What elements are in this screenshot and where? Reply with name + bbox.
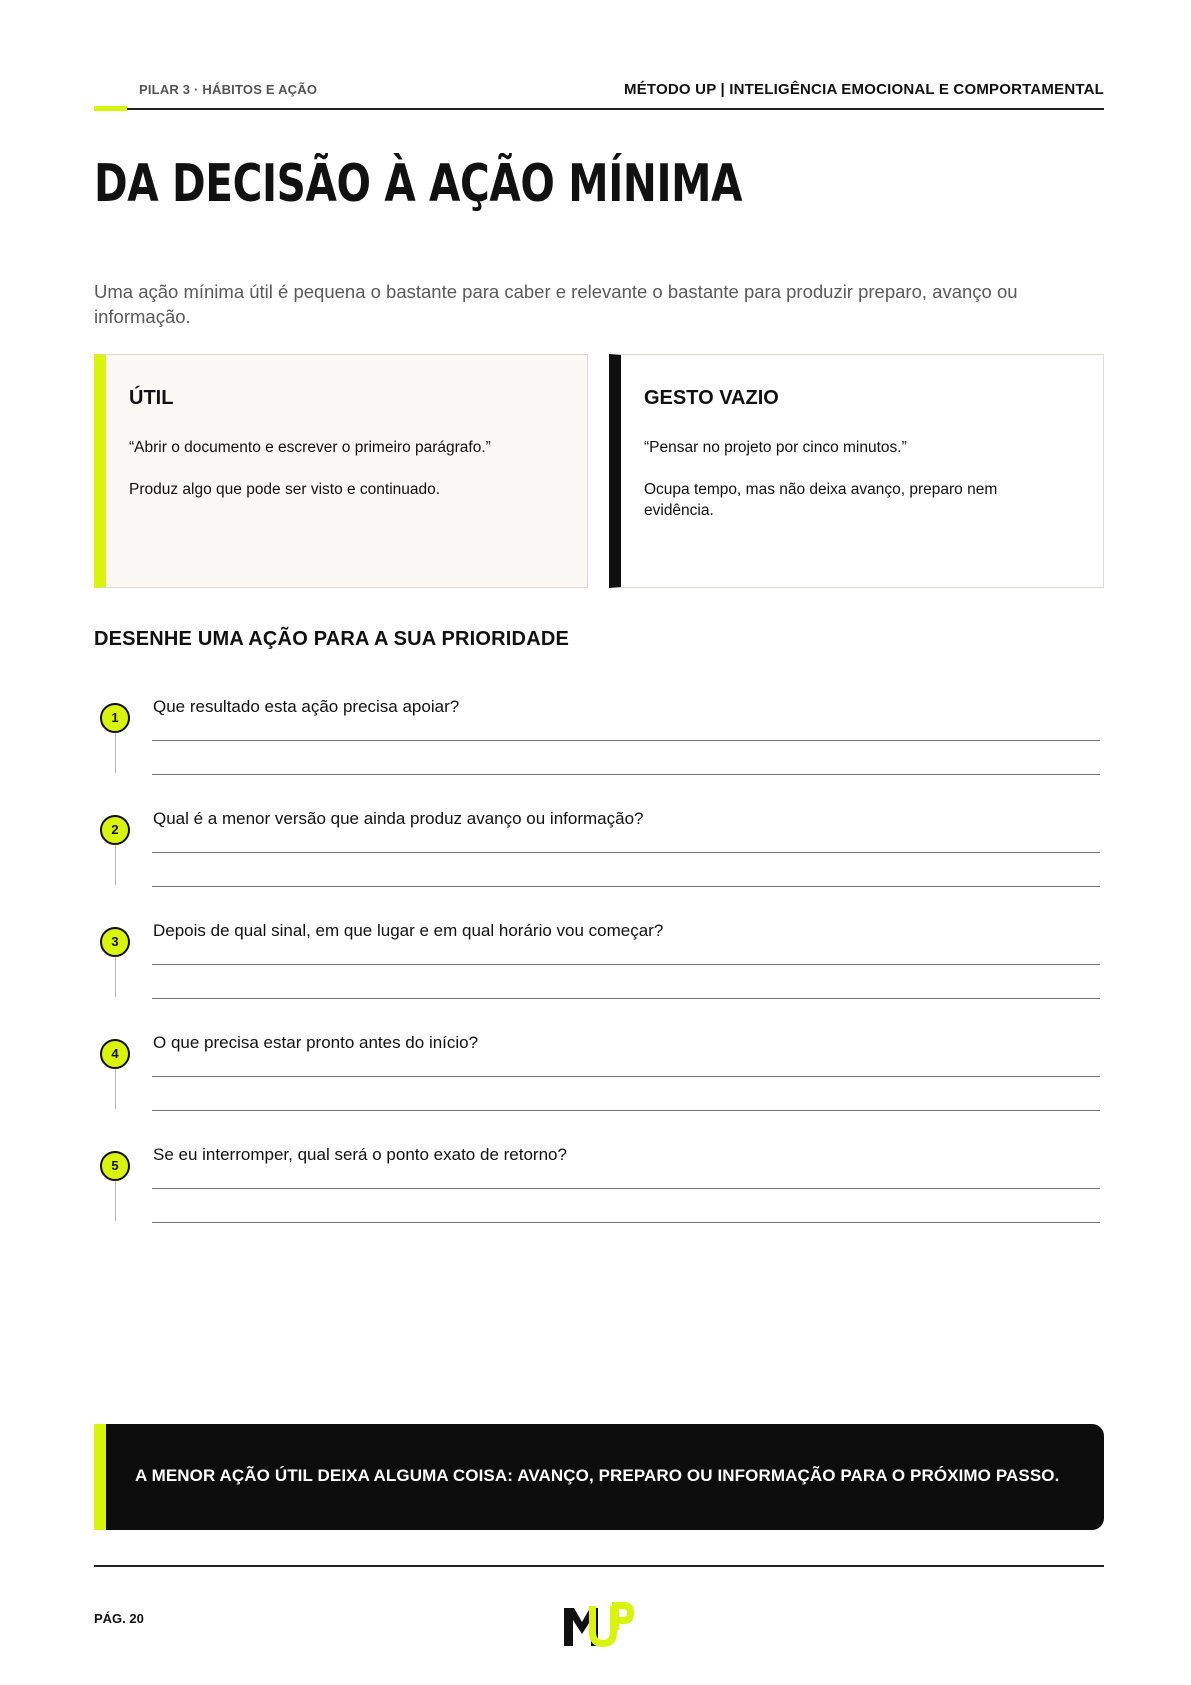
intro-paragraph: Uma ação mínima útil é pequena o bastante para caber e relevante o bastante para produzir preparo, avanço ou informação.: [94, 281, 1018, 327]
question-text: Que resultado esta ação precisa apoiar?: [153, 697, 460, 716]
section-label: PILAR 3 · HÁBITOS E AÇÃO: [139, 82, 318, 97]
answer-line[interactable]: [152, 1222, 1100, 1223]
answer-line[interactable]: [152, 964, 1100, 965]
question-text: Qual é a menor versão que ainda produz avanço ou informação?: [153, 809, 644, 828]
header-divider: [94, 108, 1104, 110]
question-number-badge: 3: [100, 927, 130, 957]
question-number-badge: 1: [100, 703, 130, 733]
footer-divider: [94, 1565, 1104, 1567]
question-number-badge: 4: [100, 1039, 130, 1069]
page-number: PÁG. 20: [94, 1611, 144, 1626]
question-text: Depois de qual sinal, em que lugar e em qual horário vou começar?: [153, 921, 664, 940]
card-quote: “Abrir o documento e escrever o primeiro parágrafo.”: [129, 439, 491, 456]
question-item: [94, 1145, 1104, 1259]
answer-line[interactable]: [152, 774, 1100, 775]
card-util: [94, 354, 588, 588]
question-connector: [115, 1181, 116, 1221]
answer-line[interactable]: [152, 740, 1100, 741]
header-accent-bar: [94, 106, 127, 111]
question-item: [94, 1033, 1104, 1147]
answer-line[interactable]: [152, 998, 1100, 999]
card-quote: “Pensar no projeto por cinco minutos.”: [644, 439, 907, 456]
answer-line[interactable]: [152, 1110, 1100, 1111]
card-description: Ocupa tempo, mas não deixa avanço, preparo nem evidência.: [644, 481, 998, 519]
callout-text: A MENOR AÇÃO ÚTIL DEIXA ALGUMA COISA: AVANÇO, PREPARO OU INFORMAÇÃO PARA O PRÓXIMO PASSO.: [135, 1466, 1060, 1485]
answer-line[interactable]: [152, 886, 1100, 887]
answer-line[interactable]: [152, 852, 1100, 853]
worksheet-heading: DESENHE UMA AÇÃO PARA A SUA PRIORIDADE: [94, 628, 570, 650]
card-description: Produz algo que pode ser visto e continuado.: [129, 481, 441, 498]
page-title: DA DECISÃO À AÇÃO MÍNIMA: [94, 154, 743, 214]
question-connector: [115, 957, 116, 997]
card-title: GESTO VAZIO: [644, 387, 779, 409]
answer-line[interactable]: [152, 1076, 1100, 1077]
answer-line[interactable]: [152, 1188, 1100, 1189]
question-number-badge: 2: [100, 815, 130, 845]
question-text: O que precisa estar pronto antes do início?: [153, 1033, 479, 1052]
card-title: ÚTIL: [129, 387, 174, 409]
question-text: Se eu interromper, qual será o ponto exato de retorno?: [153, 1145, 567, 1164]
program-label: MÉTODO UP | INTELIGÊNCIA EMOCIONAL E COMPORTAMENTAL: [624, 81, 1104, 98]
key-takeaway-callout: [94, 1424, 1104, 1530]
question-item: [94, 921, 1104, 1035]
mup-logo-icon: [562, 1600, 634, 1648]
question-item: [94, 697, 1104, 811]
question-connector: [115, 845, 116, 885]
question-item: [94, 809, 1104, 923]
question-connector: [115, 1069, 116, 1109]
question-number-badge: 5: [100, 1151, 130, 1181]
question-connector: [115, 733, 116, 773]
card-gesto-vazio: [609, 354, 1104, 588]
